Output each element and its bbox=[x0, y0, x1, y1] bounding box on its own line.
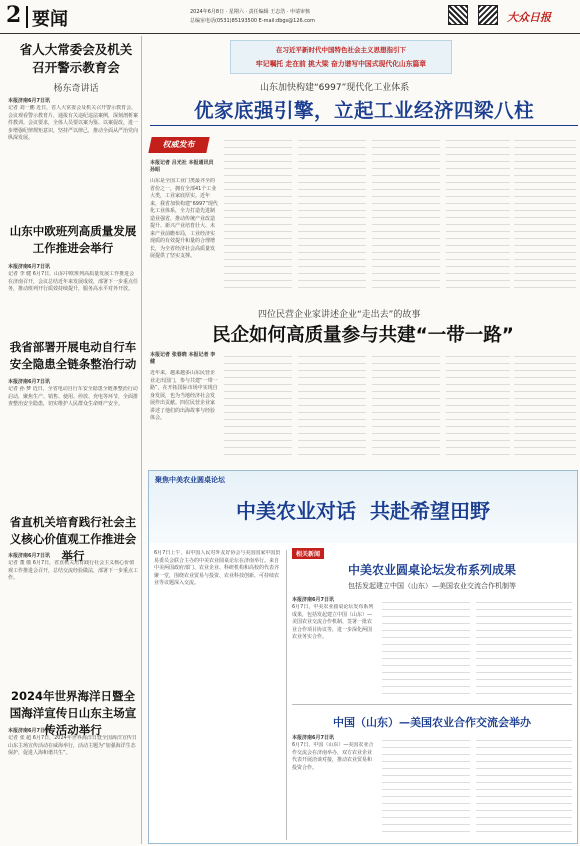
article-5-title: 2024年世界海洋日暨全国海洋宣传日山东主场宣传活动举行 bbox=[9, 689, 137, 737]
third-col-2 bbox=[382, 734, 470, 840]
second-body-col-5 bbox=[446, 350, 510, 466]
article-5-body: 记者 张 超 6月7日，2024年世界海洋日暨全国海洋宣传日山东主场宣传活动在威海举行，活动主题为“加强海洋生态保护，促进人海和谐共生”。 bbox=[8, 735, 137, 756]
third-col-3 bbox=[476, 734, 572, 840]
lead-body-col-1: 山东是全国工业门类最齐全的省份之一，拥有全部41个工业大类，工业家底厚实。近年来，我省加快构建“6997”现代化工业体系，全力打造先进制造业强省，推动传统产业改造提升、新兴产业培育壮大、未来产业前瞻布局，工业经济实现质的有效提升和量的合理增长，为全省经济社会高质量发展提供了坚实支撑。 bbox=[150, 178, 218, 259]
feature-sub-byline: 本报济南6月7日讯 bbox=[292, 597, 334, 603]
feature-body: 6月7日上午，由中国人民对外友好协会与美国国家中国贸易委员会联合主办的中美农业圆桌论坛在济南举行。来自中美两国政府部门、农业企业、科研机构和高校的代表齐聚一堂，围绕农业贸易与投资、农业科技创新、可持续农业等议题深入交流。 bbox=[154, 550, 281, 586]
third-byline: 本报济南6月7日讯 bbox=[292, 735, 334, 741]
second-body-col-1: 近年来，越来越多山东民营企业走出国门，参与共建“一带一路”，在开拓国际市场中实现自身发展，也为当地经济社会发展作出贡献。四位民营企业家讲述了他们的出海故事与经验体会。 bbox=[150, 370, 218, 421]
third-divider bbox=[292, 704, 572, 705]
left-column-divider bbox=[141, 36, 142, 844]
banner-bottom-line: 牢记嘱托 走在前 挑大梁 奋力谱写中国式现代化山东篇章 bbox=[255, 60, 427, 68]
second-byline: 本报记者 张春晓 本报记者 李 健 bbox=[150, 352, 216, 365]
article-1-byline: 本报济南6月7日讯 bbox=[8, 98, 50, 104]
second-body-col-3 bbox=[298, 350, 366, 466]
feature-sub-col-3 bbox=[476, 596, 572, 700]
lead-body-col-2 bbox=[224, 134, 292, 300]
article-1-body: 记者 刘一鹏 近日，省人大常委会及机关召开警示教育会，会议观看警示教育片，通报有关违纪违法案例，深刻剖析案件教训。会议要求，全体人员要以案为鉴、以案促改，进一步增强纪律规矩意识，坚持严以律己，推动全面从严治党向纵深发展。 bbox=[8, 105, 138, 141]
lead-body-col-6 bbox=[514, 134, 576, 300]
second-body-col-6 bbox=[514, 350, 576, 466]
feature-sub-body: 6月7日，中美农业圆桌论坛发布系列成果，包括发起建立中国（山东）—美国农业交流合作机制、签署一批农业合作项目协议等，进一步深化两国农业务实合作。 bbox=[292, 604, 374, 640]
second-body-col-2 bbox=[224, 350, 292, 466]
feature-subtitle: 中美农业圆桌论坛发布系列成果 bbox=[347, 563, 516, 577]
lead-headline: 优家底强引擎，立起工业经济四梁八柱 bbox=[193, 99, 534, 122]
lead-divider bbox=[150, 125, 578, 126]
page-number: 2 bbox=[6, 2, 22, 28]
authoritative-release-badge: 权威发布 bbox=[148, 137, 209, 153]
second-body-col-4 bbox=[372, 350, 440, 466]
article-4-title: 省直机关培育践行社会主义核心价值观工作推进会举行 bbox=[9, 515, 137, 563]
newspaper-logo: 大众日报 bbox=[507, 11, 551, 24]
feature-sub-col-2 bbox=[382, 596, 470, 700]
article-3-title: 我省部署开展电动自行车安全隐患全链条整治行动 bbox=[9, 340, 137, 371]
article-1-title: 省人大常委会及机关召开警示教育会 bbox=[19, 42, 133, 75]
phone-line: 总编室电话(0531)85193500 E-mail:dbgs@126.com bbox=[190, 18, 315, 24]
third-body: 6月7日，中国（山东）—美国农业合作交流会在济南举办，双方农业企业代表开展洽谈对接，推动农业贸易和投资合作。 bbox=[292, 742, 374, 771]
qr-code-icon bbox=[448, 5, 468, 25]
lead-body-col-5 bbox=[446, 134, 510, 300]
related-news-badge: 相关新闻 bbox=[292, 548, 324, 559]
lead-body-col-4 bbox=[372, 134, 440, 300]
article-2-body: 记者 李 健 6月7日，山东中欧班列高质量发展工作推进会在济南召开，会议总结近年来发展成效，部署下一步重点任务，推动班列开行质效持续提升，服务高水平对外开放。 bbox=[8, 271, 138, 292]
article-3-body: 记者 孙 梦 近日，全省电动自行车安全隐患全链条整治行动启动，聚焦生产、销售、使用、停放、充电等环节，全面排查整治安全隐患，切实维护人民群众生命财产安全。 bbox=[8, 386, 138, 407]
masthead bbox=[0, 0, 580, 34]
lead-body-col-3 bbox=[298, 134, 366, 300]
page-number-divider bbox=[26, 6, 28, 28]
article-3-byline: 本报济南6月7日讯 bbox=[8, 379, 50, 385]
second-headline: 民企如何高质量参与共建“一带一路” bbox=[212, 325, 514, 346]
feature-series-label: 聚焦中美农业圆桌论坛 bbox=[155, 476, 225, 484]
date-line: 2024年6月8日 · 星期六 · 责任编辑 王志浩 · 申请审核 bbox=[190, 9, 310, 15]
article-4-body: 记者 董 敬 6月7日，省直机关培育践行社会主义核心价值观工作推进会召开，总结交流经验做法，部署下一步重点工作。 bbox=[8, 560, 138, 581]
lead-byline: 本报记者 吕光社 本报通讯员 孙昭 bbox=[150, 160, 214, 173]
article-2-title: 山东中欧班列高质量发展工作推进会举行 bbox=[9, 224, 137, 255]
section-name: 要闻 bbox=[32, 9, 68, 30]
theme-banner bbox=[230, 40, 452, 74]
banner-top-line: 在习近平新时代中国特色社会主义思想指引下 bbox=[276, 46, 406, 54]
article-2-byline: 本报济南6月7日讯 bbox=[8, 264, 50, 270]
qr-code-icon-2 bbox=[478, 5, 498, 25]
lead-kicker: 山东加快构建“6997”现代化工业体系 bbox=[260, 83, 410, 93]
second-kicker: 四位民营企业家讲述企业“走出去”的故事 bbox=[258, 310, 421, 320]
feature-divider bbox=[286, 550, 287, 840]
feature-title: 中美农业对话 共赴希望田野 bbox=[236, 499, 490, 523]
article-5-byline: 本报济南6月7日讯 bbox=[8, 728, 50, 734]
feature-sub-subtitle: 包括发起建立中国（山东）—美国农业交流合作机制等 bbox=[348, 582, 516, 590]
article-1-subtitle: 杨东奇讲话 bbox=[53, 84, 99, 94]
third-title: 中国（山东）—美国农业合作交流会举办 bbox=[333, 716, 531, 729]
article-4-byline: 本报济南6月7日讯 bbox=[8, 553, 50, 559]
